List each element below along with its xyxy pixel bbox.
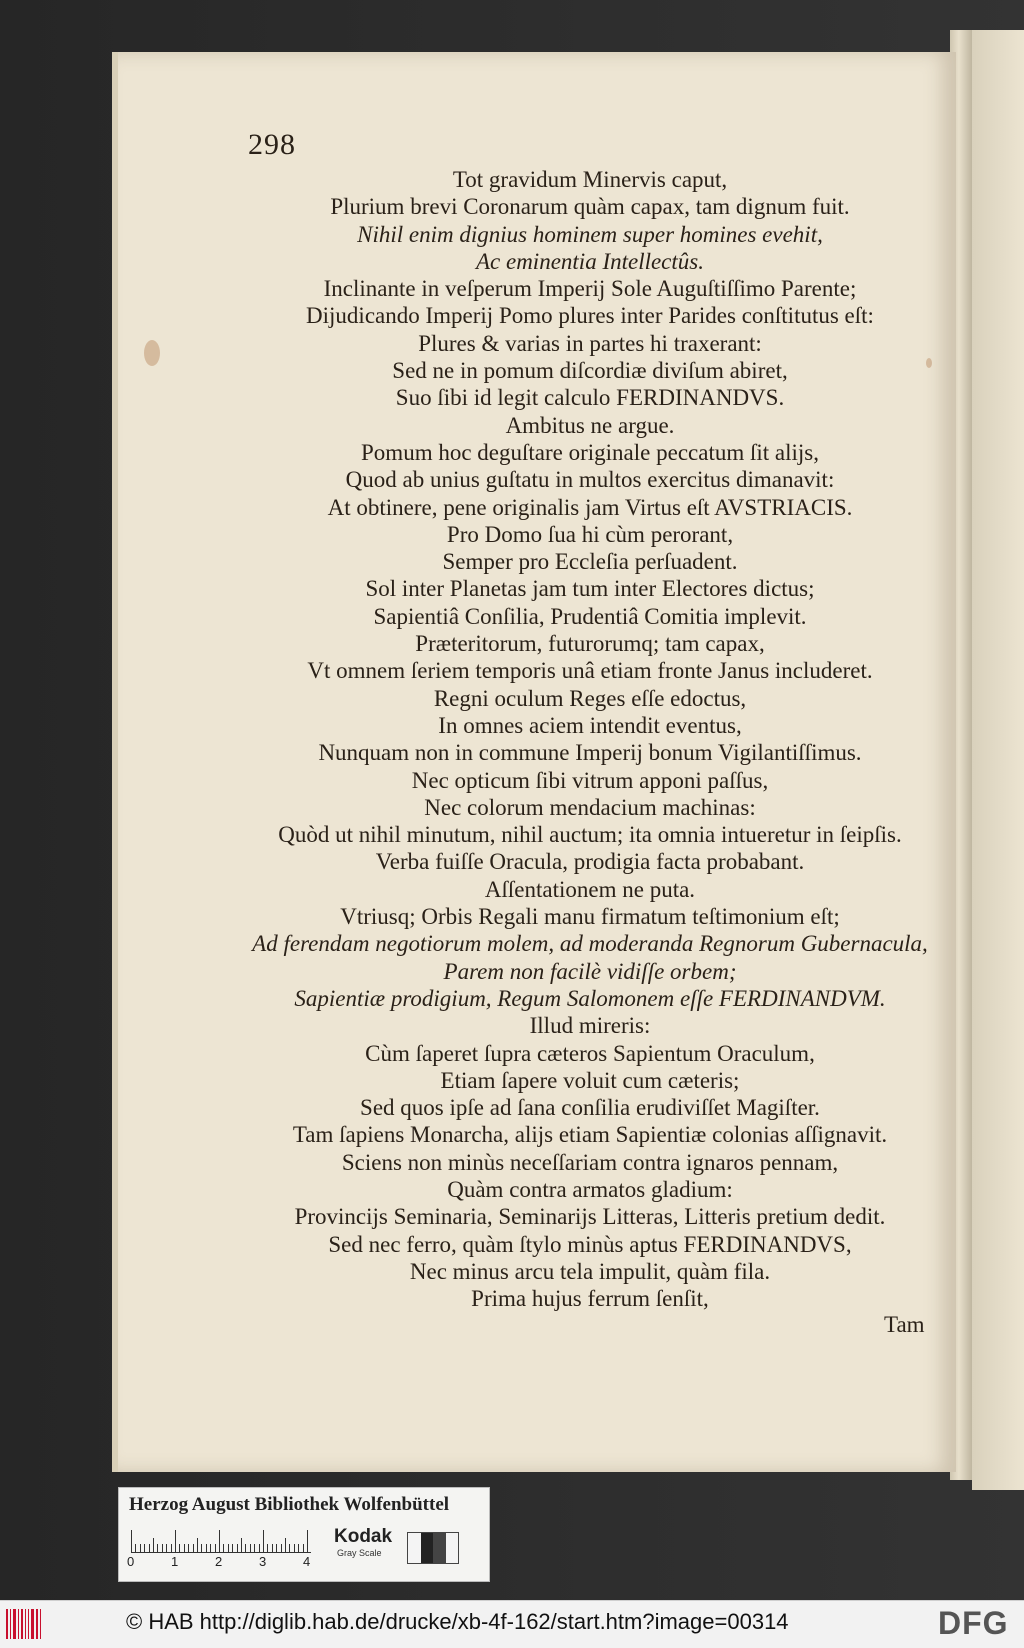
barcode-bar [21, 1609, 23, 1639]
ruler-number: 0 [127, 1554, 135, 1569]
text-line: Plurium brevi Coronarum quàm capax, tam dignum fuit. [330, 194, 850, 220]
text-line: Ambitus ne argue. [505, 412, 675, 438]
barcode-icon [6, 1609, 46, 1639]
text-line: Ac eminentia Intellectûs. [475, 248, 704, 274]
ruler-tick [162, 1544, 163, 1552]
ruler-tick [206, 1544, 207, 1552]
ruler-tick [245, 1544, 246, 1552]
ruler-number: 4 [303, 1554, 311, 1569]
text-line: Semper pro Eccleſia perſuadent. [442, 549, 738, 575]
gray-swatch [421, 1533, 434, 1563]
color-target-card [118, 1487, 490, 1582]
catchword: Tam [884, 1312, 925, 1337]
ruler-tick [135, 1544, 136, 1552]
text-line: Sapientiâ Conſilia, Prudentiâ Comitia implevit. [373, 603, 807, 629]
text-line: Tam ſapiens Monarcha, alijs etiam Sapientiæ colonias aſſignavit. [292, 1122, 888, 1148]
text-line: Suo ſibi id legit calculo FERDINANDVS. [395, 385, 785, 411]
text-line: Plures & varias in partes hi traxerant: [418, 330, 762, 356]
text-line: Prima hujus ferrum ſenſit, [471, 1286, 709, 1312]
adjacent-page [972, 30, 1024, 1490]
text-line: Sed ne in pomum diſcordiæ diviſum abiret, [392, 358, 788, 384]
barcode-bar [13, 1609, 16, 1639]
text-line: Nunquam non in commune Imperij bonum Vigilantiſſimus. [318, 740, 862, 766]
text-line: Sed quos ipſe ad ſana conſilia erudiviſſet Magiſter. [360, 1095, 820, 1121]
ruler-tick [210, 1544, 211, 1552]
ruler-number: 3 [259, 1554, 267, 1569]
ruler-tick [267, 1544, 268, 1552]
ruler-tick [307, 1530, 308, 1552]
text-line: Vtriusq; Orbis Regali manu firmatum teſtimonium eſt; [340, 904, 840, 930]
text-line: Verba fuiſſe Oracula, prodigia facta probabant. [375, 849, 805, 875]
ruler-tick [131, 1530, 132, 1552]
text-line: Sapientiæ prodigium, Regum Salomonem eſſe FERDINANDVM. [294, 985, 886, 1011]
ruler-tick [237, 1544, 238, 1552]
ruler-tick [241, 1538, 242, 1552]
scale-ruler [131, 1528, 311, 1553]
barcode-bar [10, 1609, 11, 1639]
ruler-tick [289, 1544, 290, 1552]
ruler-tick [250, 1544, 251, 1552]
ruler-tick [219, 1530, 220, 1552]
ruler-tick [281, 1544, 282, 1552]
ruler-tick [272, 1544, 273, 1552]
page-number: 298 [248, 128, 296, 161]
ruler-tick [263, 1530, 264, 1552]
barcode-bar [40, 1609, 41, 1639]
text-line: Cùm ſaperet ſupra cæteros Sapientum Oraculum, [365, 1040, 815, 1066]
ruler-tick [228, 1544, 229, 1552]
ruler-tick [197, 1538, 198, 1552]
text-line: Sol inter Planetas jam tum inter Electores dictus; [365, 576, 815, 602]
ruler-tick [201, 1544, 202, 1552]
ruler-tick [259, 1544, 260, 1552]
text-line: Nec minus arcu tela impulit, quàm fila. [409, 1258, 771, 1284]
ruler-tick [153, 1538, 154, 1552]
text-line: Sciens non minùs neceſſariam contra ignaros pennam, [341, 1149, 839, 1175]
barcode-bar [25, 1609, 26, 1639]
text-line: Præteritorum, futurorumq; tam capax, [415, 631, 765, 657]
page-stain [144, 340, 160, 366]
text-line: Illud mireris: [529, 1013, 651, 1039]
text-line: Pomum hoc deguſtare originale peccatum ſit alijs, [361, 439, 819, 465]
text-line: Quod ab unius guſtatu in multos exercitus dimanavit: [345, 467, 835, 493]
ruler-tick [171, 1544, 172, 1552]
text-line: Provincijs Seminaria, Seminarijs Litteras, Litteris pretium dedit. [294, 1204, 886, 1230]
ruler-tick [149, 1544, 150, 1552]
text-line: Pro Domo ſua hi cùm perorant, [446, 521, 734, 547]
dfg-logo: DFG [938, 1605, 1009, 1641]
text-line: Quòd ut nihil minutum, nihil auctum; ita omnia intueretur in ſeipſis. [278, 822, 902, 848]
ruler-tick [184, 1544, 185, 1552]
text-line: Vt omnem ſeriem temporis unâ etiam fronte Janus includeret. [307, 658, 873, 684]
ruler-tick [254, 1544, 255, 1552]
barcode-bar [6, 1609, 8, 1639]
text-line: Nec opticum ſibi vitrum apponi paſſus, [411, 767, 769, 793]
text-line: Ad ferendam negotiorum molem, ad moderanda Regnorum Gubernacula, [252, 931, 928, 957]
text-line: Inclinante in veſperum Imperij Sole Auguſtiſſimo Parente; [323, 276, 857, 302]
ruler-tick [166, 1544, 167, 1552]
text-line: Parem non facilè vidiſſe orbem; [443, 958, 737, 984]
text-line: Nec colorum mendacium machinas: [424, 794, 756, 820]
ruler-tick [232, 1544, 233, 1552]
gray-scale-label: Gray Scale [337, 1548, 382, 1558]
text-line: Dijudicando Imperij Pomo plures inter Parides conſtitutus eſt: [306, 303, 874, 329]
ruler-tick [294, 1544, 295, 1552]
gray-swatch [408, 1533, 421, 1563]
text-line: Nihil enim dignius hominem super homines evehit, [357, 221, 823, 247]
ruler-tick [188, 1544, 189, 1552]
ruler-tick [193, 1544, 194, 1552]
ruler-tick [298, 1544, 299, 1552]
text-line: Quàm contra armatos gladium: [447, 1176, 733, 1202]
ruler-numbers [127, 1554, 327, 1572]
ruler-tick [276, 1544, 277, 1552]
ruler-tick [179, 1544, 180, 1552]
barcode-bar [28, 1609, 29, 1639]
ruler-tick [285, 1538, 286, 1552]
copyright-url[interactable]: © HAB http://diglib.hab.de/drucke/xb-4f-162/start.htm?image=00314 [126, 1609, 789, 1634]
gray-swatch [446, 1533, 459, 1563]
footer-bar [0, 1600, 1024, 1648]
barcode-bar [31, 1609, 34, 1639]
ruler-tick [223, 1544, 224, 1552]
ruler-number: 2 [215, 1554, 223, 1569]
gray-swatch [433, 1533, 446, 1563]
ruler-tick [175, 1530, 176, 1552]
ruler-tick [215, 1544, 216, 1552]
text-line: Aſſentationem ne puta. [484, 876, 696, 902]
ruler-tick [140, 1544, 141, 1552]
ruler-tick [144, 1544, 145, 1552]
color-target-title: Herzog August Bibliothek Wolfenbüttel [129, 1494, 450, 1515]
ruler-tick [303, 1544, 304, 1552]
ruler-tick [157, 1544, 158, 1552]
ruler-number: 1 [171, 1554, 179, 1569]
gray-swatches [407, 1532, 459, 1564]
text-line: At obtinere, pene originalis jam Virtus eſt AVSTRIACIS. [327, 494, 853, 520]
text-line: Tot gravidum Minervis caput, [452, 167, 728, 192]
text-line: Sed nec ferro, quàm ſtylo minùs aptus FERDINANDVS, [328, 1231, 852, 1257]
barcode-bar [36, 1609, 38, 1639]
page-text [220, 166, 960, 1312]
text-line: Regni oculum Reges eſſe edoctus, [433, 685, 747, 711]
barcode-bar [18, 1609, 19, 1639]
text-line: In omnes aciem intendit eventus, [438, 712, 742, 738]
kodak-logo: Kodak [334, 1526, 393, 1547]
text-line: Etiam ſapere voluit cum cæteris; [440, 1067, 740, 1093]
